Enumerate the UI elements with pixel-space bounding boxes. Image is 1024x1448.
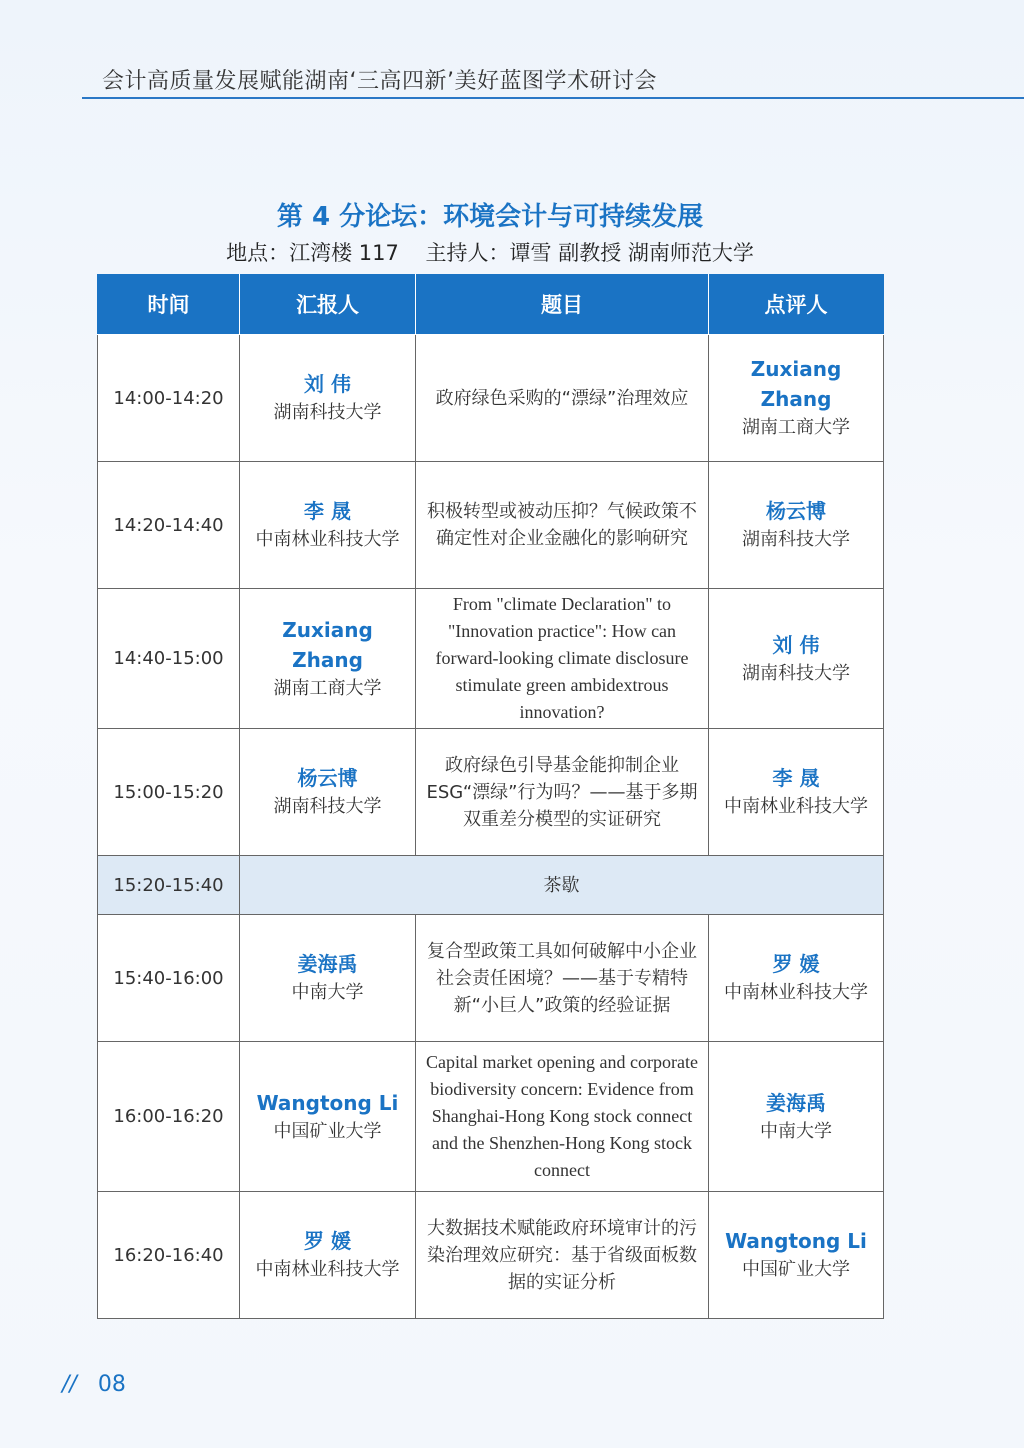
- presenter-name: 杨云博: [297, 766, 358, 790]
- presenter-org: 中南林业科技大学: [255, 529, 400, 550]
- break-time-cell: 15:20-15:40: [98, 856, 240, 915]
- presenter-org: 湖南科技大学: [273, 402, 382, 423]
- table-header-row: [98, 274, 884, 335]
- presenter-name: Zuxiang Zhang: [282, 617, 373, 672]
- reviewer-cell: [709, 335, 884, 462]
- reviewer-name: 罗 媛: [772, 952, 820, 976]
- reviewer-name: Wangtong Li: [725, 1229, 867, 1253]
- reviewer-org: 中南林业科技大学: [724, 982, 868, 1003]
- column-header-reviewer: 点评人: [709, 274, 884, 335]
- column-header-presenter: 汇报人: [240, 274, 416, 335]
- reviewer-name: 刘 伟: [772, 632, 820, 657]
- topic-cell: 积极转型或被动压抑？气候政策不确定性对企业金融化的影响研究: [416, 462, 709, 589]
- table-row: [98, 1192, 884, 1319]
- reviewer-name: 姜海禹: [766, 1090, 826, 1115]
- reviewer-org: 湖南科技大学: [742, 529, 850, 550]
- break-label-cell: 茶歇: [240, 856, 884, 915]
- reviewer-name: 李 晟: [772, 766, 820, 790]
- forum-info: [0, 237, 980, 267]
- presenter-name: 李 晟: [304, 499, 351, 523]
- presenter-cell: [240, 729, 416, 856]
- presenter-cell: [240, 462, 416, 589]
- table-row: [98, 915, 884, 1042]
- reviewer-org: 中国矿业大学: [742, 1259, 850, 1280]
- topic-cell: 政府绿色引导基金能抑制企业ESG“漂绿”行为吗？——基于多期双重差分模型的实证研究: [416, 729, 709, 856]
- reviewer-org: 中南大学: [760, 1120, 832, 1142]
- time-cell: 16:20-16:40: [98, 1192, 240, 1319]
- topic-cell: 大数据技术赋能政府环境审计的污染治理效应研究：基于省级面板数据的实证分析: [416, 1192, 709, 1319]
- presenter-cell: [240, 1192, 416, 1319]
- forum-host: 主持人：谭雪 副教授 湖南师范大学: [425, 241, 754, 265]
- reviewer-cell: [709, 729, 884, 856]
- break-row: [98, 856, 884, 915]
- reviewer-name: 杨云博: [766, 499, 826, 523]
- presenter-org: 中国矿业大学: [273, 1120, 382, 1142]
- reviewer-cell: [709, 1192, 884, 1319]
- time-cell: 15:00-15:20: [98, 729, 240, 856]
- time-cell: 14:00-14:20: [98, 335, 240, 462]
- time-cell: 14:40-15:00: [98, 589, 240, 729]
- table-row: [98, 589, 884, 729]
- page-footer: [62, 1372, 126, 1397]
- reviewer-cell: [709, 915, 884, 1042]
- reviewer-name: Zuxiang Zhang: [750, 357, 842, 411]
- presenter-cell: [240, 335, 416, 462]
- presenter-org: 中南大学: [291, 982, 364, 1003]
- presenter-name: 刘 伟: [304, 372, 351, 396]
- presenter-org: 湖南工商大学: [273, 677, 382, 699]
- footer-slashes: //: [62, 1372, 77, 1397]
- reviewer-cell: [709, 462, 884, 589]
- presenter-org: 中南林业科技大学: [255, 1259, 400, 1280]
- presenter-cell: [240, 915, 416, 1042]
- schedule-table: [97, 274, 884, 1319]
- presenter-org: 湖南科技大学: [273, 796, 382, 817]
- time-cell: 14:20-14:40: [98, 462, 240, 589]
- column-header-time: 时间: [98, 274, 240, 335]
- schedule-body: [98, 335, 884, 1319]
- topic-cell: 政府绿色采购的“漂绿”治理效应: [416, 335, 709, 462]
- table-row: [98, 1042, 884, 1192]
- reviewer-org: 中南林业科技大学: [724, 796, 868, 817]
- reviewer-cell: [709, 589, 884, 729]
- time-cell: 15:40-16:00: [98, 915, 240, 1042]
- table-row: [98, 729, 884, 856]
- topic-cell: Capital market opening and corporate biodiversity concern: Evidence from Shanghai-Hong Kong stock connect and the Shenzhen-Hong Kong stock connect: [416, 1042, 709, 1192]
- topic-cell: 复合型政策工具如何破解中小企业社会责任困境？——基于专精特新“小巨人”政策的经验证据: [416, 915, 709, 1042]
- presenter-cell: [240, 1042, 416, 1192]
- forum-location: 地点：江湾楼 117: [226, 241, 399, 265]
- table-row: [98, 335, 884, 462]
- column-header-topic: 题目: [416, 274, 709, 335]
- presenter-cell: [240, 589, 416, 729]
- presenter-name: 姜海禹: [297, 952, 358, 976]
- header-rule: [82, 97, 1024, 99]
- topic-cell: From "climate Declaration" to "Innovation practice": How can forward-looking climate disclosure stimulate green ambidextrous innovation?: [416, 589, 709, 729]
- reviewer-org: 湖南科技大学: [742, 662, 850, 684]
- presenter-name: Wangtong Li: [256, 1090, 399, 1115]
- page-number: 08: [97, 1372, 126, 1397]
- reviewer-org: 湖南工商大学: [742, 417, 850, 438]
- time-cell: 16:00-16:20: [98, 1042, 240, 1192]
- header-title: 会计高质量发展赋能湖南‘三高四新’美好蓝图学术研讨会: [102, 69, 657, 94]
- forum-title: 第 4 分论坛：环境会计与可持续发展: [276, 202, 704, 232]
- presenter-name: 罗 媛: [304, 1229, 351, 1253]
- table-row: [98, 462, 884, 589]
- reviewer-cell: [709, 1042, 884, 1192]
